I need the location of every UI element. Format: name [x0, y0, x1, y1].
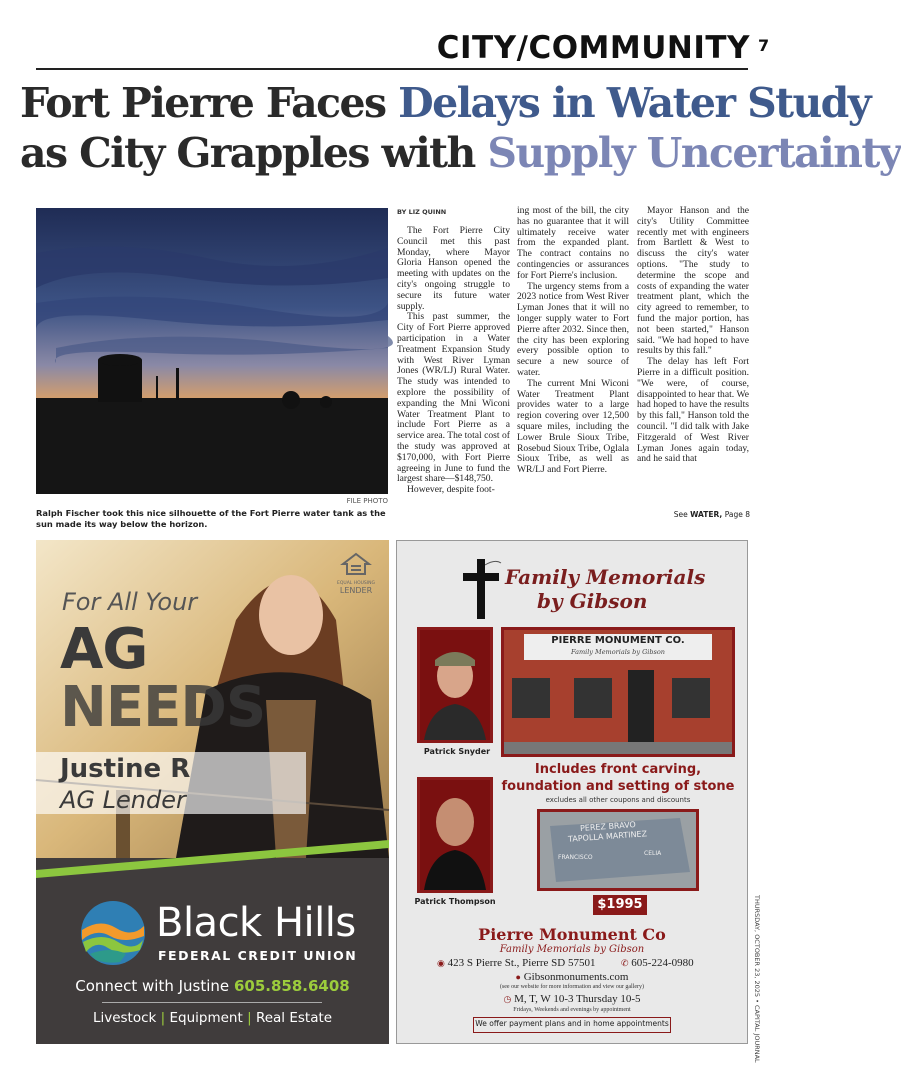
black-hills-logo-icon	[80, 900, 146, 971]
company-name: Pierre Monument Co	[478, 925, 666, 944]
black-hills-fcu-ad[interactable]	[36, 540, 389, 1044]
article-column-3	[637, 206, 749, 465]
website-note: (see our website for more information and view our gallery)	[499, 984, 645, 990]
phone[interactable]: ✆ 605-224-0980	[621, 957, 694, 969]
paragraph: The current Mni Wiconi Water Treatment Plant provides water to a large region covering over 12,500 square miles, including the Lower Brule Sioux Tribe, Rosebud Sioux Tribe, Oglala Sioux Tribe, as well as WR/LJ and Fort Pierre.	[517, 377, 629, 476]
payment-plans: We offer payment plans and in home appointments	[475, 1019, 669, 1028]
byline: BY LIZ QUINN	[397, 208, 447, 216]
equal-housing-icon: EQUAL HOUSING LENDER	[334, 552, 378, 596]
paragraph: ing most of the bill, the city has no guarantee that it will ultimately receive water from the expanded plant. The contract contains no contingencies or assurances for Fort Pierre's inclusion.	[517, 205, 629, 281]
headline-line-2: as City Grapples with Supply Uncertainty	[20, 129, 901, 177]
side-dateline: THURSDAY, OCTOBER 23, 2025 • CAPITAL JOURNAL	[753, 895, 761, 1063]
globe-icon: ●	[515, 972, 521, 982]
ad-title-by: by Gibson	[537, 589, 648, 613]
headline-accent-1: Delays in Water Study	[398, 79, 870, 127]
person-2-name: Patrick Thompson	[414, 897, 496, 906]
price-badge: $1995	[593, 895, 647, 915]
hours: ◷ M, T, W 10-3 Thursday 10-5	[503, 993, 641, 1005]
person-1-name: Patrick Snyder	[423, 747, 491, 756]
ad-tagline: For All Your	[62, 588, 198, 616]
paragraph: The urgency stems from a 2023 notice from West River Lyman Jones that it will no longer supply water to Fort Pierre after 2032. Since then, the city has been exploring every possible option to secure a new source of water.	[517, 280, 629, 378]
connect-line: Connect with Justine 605.858.6408	[75, 977, 350, 995]
address: ◉ 423 S Pierre St., Pierre SD 57501	[437, 957, 596, 969]
services-list: Livestock | Equipment | Real Estate	[92, 1010, 333, 1026]
family-memorials-ad[interactable]	[396, 540, 748, 1044]
location-pin-icon: ◉	[437, 958, 445, 968]
paragraph: The Fort Pierre City Council met this past Monday, where Mayor Gloria Hanson opened the meeting with updates on the city's ongoing struggle to secure its future water supply.	[397, 225, 510, 312]
company-subtitle: Family Memorials by Gibson	[499, 944, 645, 955]
patrick-snyder-photo	[417, 627, 493, 743]
clock-icon: ◷	[503, 994, 512, 1004]
paragraph: However, despite foot-	[407, 484, 495, 496]
brand-subtitle: FEDERAL CREDIT UNION	[158, 948, 358, 963]
headstone-photo: PEREZ BRAVO TAPOLLA MARTINEZ FRANCISCO CELIA	[537, 809, 699, 891]
divider	[102, 1002, 322, 1003]
paragraph: This past summer, the City of Fort Pierre approved participation in a Water Treatment Expansion Study with West River Lyman Jones (WR/LJ) Rural Water. The study was intended to explore the possibility of expanding the Mni Wiconi Water Treatment Plant to include Fort Pierre as a service area. The total cost of the study was approved at $170,000, with Fort Pierre agreeing in June to fund the largest share—$148,750.	[397, 311, 510, 485]
continued-jump-link[interactable]: See WATER, Page 8	[673, 510, 750, 519]
brand-name: Black Hills	[156, 900, 356, 946]
patrick-thompson-photo	[417, 777, 493, 893]
paragraph: Mayor Hanson and the city's Utility Committee recently met with engineers from Bartlett & West to discuss the city's water options. "The study to determine the scope and costs of expanding the water treatment plant, which the city agreed to remember, to fund the major portion, has not been started," Hanson said. "We had hoped to have results by this fall."	[637, 205, 749, 357]
offer-exclusion: excludes all other coupons and discounts	[545, 796, 691, 804]
page-number: 7	[758, 36, 770, 55]
ad-title: Family Memorials	[505, 565, 706, 589]
phone-icon: ✆	[621, 958, 629, 968]
offer-text: Includes front carving, foundation and setting of stone	[501, 762, 735, 794]
article-column-2	[517, 206, 629, 476]
photo-caption: Ralph Fischer took this nice silhouette of the Fort Pierre water tank as the sun made its way below the horizon.	[36, 508, 386, 529]
hours-note: Fridays, Weekends and evenings by appointment	[513, 1007, 631, 1013]
lender-phone[interactable]: 605.858.6408	[233, 977, 350, 995]
lender-name: Justine R	[60, 754, 191, 784]
website[interactable]: ● Gibsonmonuments.com	[515, 971, 629, 983]
headline-accent-2: Supply Uncertainty	[487, 129, 901, 177]
headline-line-1: Fort Pierre Faces Delays in Water Study	[20, 79, 870, 127]
ad-ag-word: AG	[60, 617, 148, 682]
section-title: CITY/COMMUNITY	[436, 30, 750, 66]
ad-needs-word: NEEDS	[60, 675, 266, 740]
cross-icon	[459, 555, 503, 626]
header-rule	[36, 68, 748, 70]
lender-role: AG Lender	[60, 786, 186, 814]
headline	[20, 78, 901, 178]
water-tank-photo	[36, 208, 388, 494]
photo-credit: FILE PHOTO	[346, 497, 388, 505]
storefront-photo: PIERRE MONUMENT CO. Family Memorials by Gibson	[501, 627, 735, 757]
article-column-1	[397, 226, 510, 496]
paragraph: The delay has left Fort Pierre in a difficult position. "We were, of course, disappointed to hear that. We had hoped to have the results by this fall," Hanson told the council. "I did talk with Jake Fitzgerald of West River Lyman Jones again today, and he said that	[637, 356, 749, 465]
